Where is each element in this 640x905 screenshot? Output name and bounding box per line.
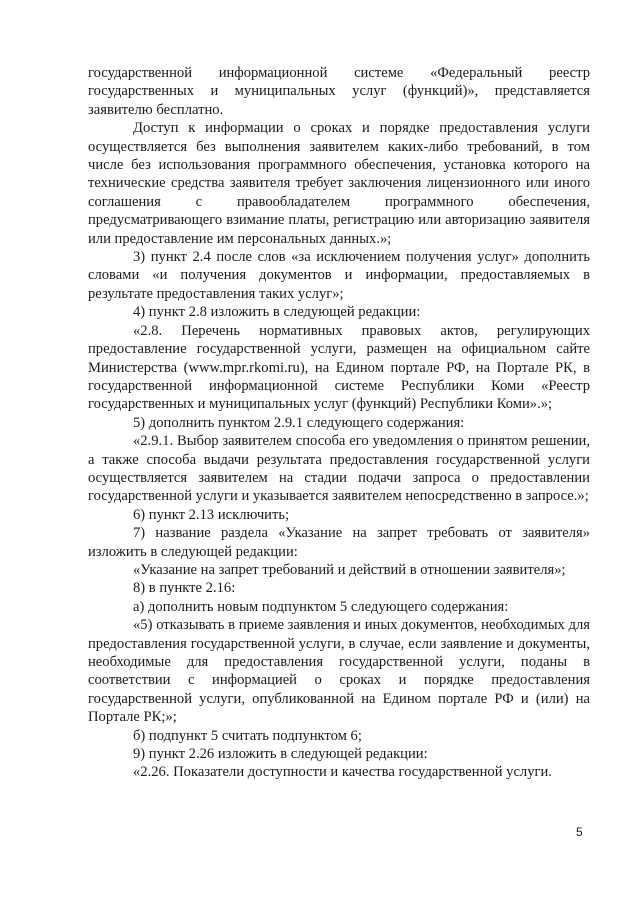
paragraph-clause-2-9-1: «2.9.1. Выбор заявителем способа его уведомления о принятом решении, а также способа выдачи результата предоставления государственной услуги осуществляется заявителем на стадии подачи запроса о предоставлении государственной услуги и указывается заявителем непосредственно в запросе.»;	[88, 433, 590, 505]
paragraph-item-6: 6) пункт 2.13 исключить;	[133, 506, 290, 523]
paragraph-item-8: 8) в пункте 2.16:	[133, 580, 236, 597]
paragraph-item-4: 4) пункт 2.8 изложить в следующей редакции:	[133, 304, 421, 321]
paragraph-access-info: Доступ к информации о сроках и порядке предоставления услуги осуществляется без выполнения заявителем каких-либо требований, в том числе без использования программного обеспечения, установка которого на технические средства заявителя требует заключения лицензионного или иного соглашения с правообладателем программного обеспечения, предусматривающего взимание платы, регистрацию или авторизацию заявителя или предоставление им персональных данных.»;	[88, 120, 590, 247]
paragraph-item-9: 9) пункт 2.26 изложить в следующей редакции:	[133, 746, 428, 763]
paragraph-subitem-b: б) подпункт 5 считать подпунктом 6;	[133, 727, 362, 744]
paragraph-subclause-5: «5) отказывать в приеме заявления и иных документов, необходимых для предоставления государственной услуги, в случае, если заявление и документы, необходимые для предоставления государственной услуги, поданы в соответствии с информацией о сроках и порядке предоставления государственной услуги, опубликованной на Едином портале РФ и (или) на Портале РК;»;	[88, 617, 590, 726]
paragraph-item-5: 5) дополнить пунктом 2.9.1 следующего содержания:	[133, 414, 465, 431]
paragraph-clause-2-26: «2.26. Показатели доступности и качества государственной услуги.	[133, 764, 552, 781]
paragraph-subitem-a: а) дополнить новым подпунктом 5 следующего содержания:	[133, 598, 509, 615]
paragraph-continuation: государственной информационной системе «Федеральный реестр государственных и муниципальных услуг (функций)», представляется заявителю бесплатно.	[88, 65, 590, 118]
page-number: 5	[576, 825, 583, 839]
paragraph-item-7: 7) название раздела «Указание на запрет требовать от заявителя» изложить в следующей редакции:	[88, 525, 590, 560]
paragraph-section-title: «Указание на запрет требований и действий в отношении заявителя»;	[133, 561, 566, 578]
paragraph-item-3: 3) пункт 2.4 после слов «за исключением получения услуг» дополнить словами «и получения документов и информации, предоставляемых в результате предоставления таких услуг»;	[88, 249, 590, 302]
document-body	[88, 64, 590, 782]
paragraph-clause-2-8: «2.8. Перечень нормативных правовых актов, регулирующих предоставление государственной услуги, размещен на официальном сайте Министерства (www.mpr.rkomi.ru), на Едином портале РФ, на Портале РК, в государственной информационной системе Республики Коми «Реестр государственных и муниципальных услуг (функций) Республики Коми».»;	[88, 322, 590, 413]
